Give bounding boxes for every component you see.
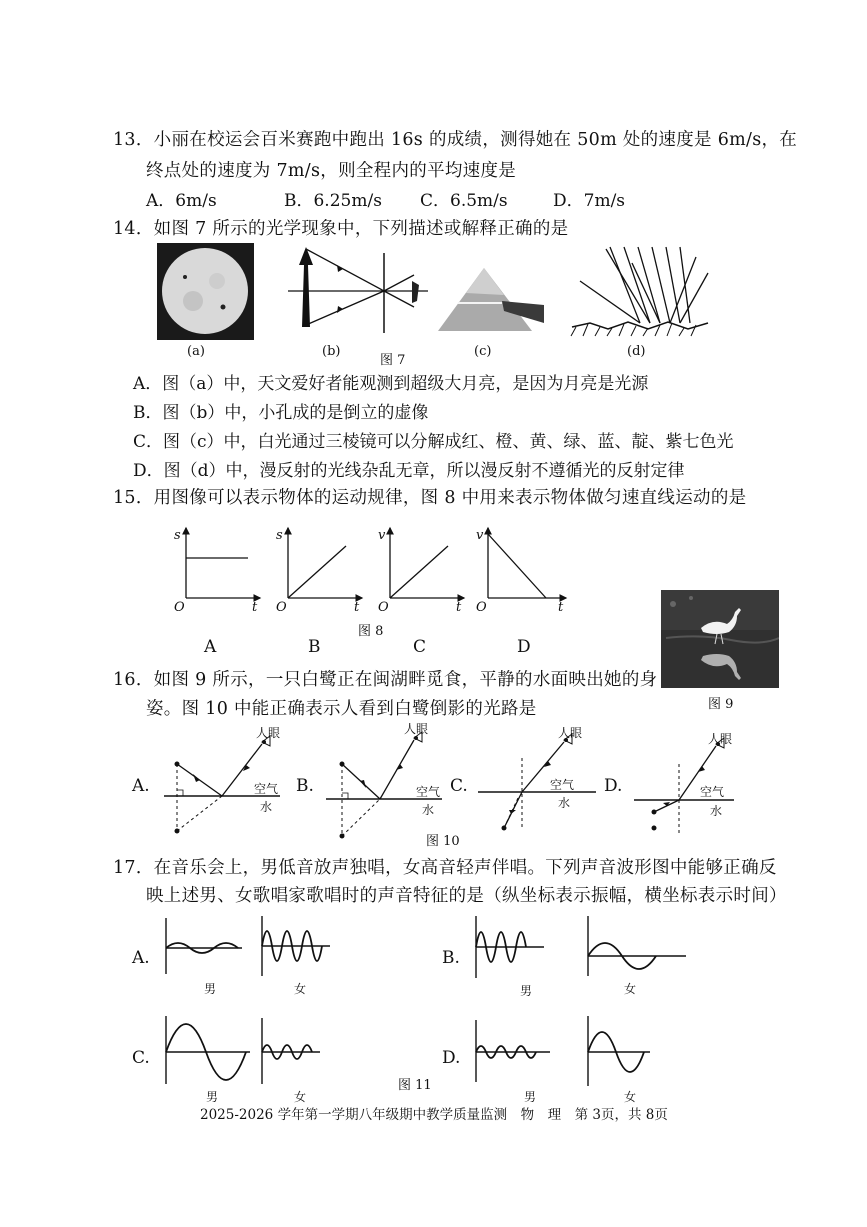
diffuse-reflection-diagram [570, 243, 710, 338]
fig11-a-female-label: 女 [294, 982, 307, 996]
graph-d [488, 528, 566, 598]
moon-image [157, 243, 254, 340]
graph-a-y-label: s [174, 528, 181, 543]
fig10-a-air-label: 空气 [254, 782, 279, 796]
fig10-option-b: B. [296, 776, 314, 796]
fig11-b-female-label: 女 [624, 982, 637, 996]
fig7-sublabel-a: (a) [187, 344, 205, 359]
moon-photo [157, 243, 254, 340]
graph-a-x-label: t [252, 600, 258, 615]
graph-d-origin: O [476, 600, 487, 615]
q14-option-d: D．图（d）中，漫反射的光线杂乱无章，所以漫反射不遵循光的反射定律 [133, 461, 685, 481]
fig11-option-d: D. [442, 1048, 461, 1068]
fig10-a-eye-label: 人眼 [256, 726, 281, 740]
fig10-a-water-label: 水 [260, 800, 273, 814]
fig10-light-paths [130, 724, 750, 844]
fig11-b-male-label: 男 [520, 984, 533, 998]
graph-a-origin: O [174, 600, 185, 615]
fig10-option-d: D. [604, 776, 623, 796]
egret-photo [661, 590, 779, 688]
fig11-c-male-label: 男 [206, 1090, 219, 1104]
graph-c-y-label: v [378, 528, 386, 543]
q13-stem-line1: 13．小丽在校运会百米赛跑中跑出 16s 的成绩，测得她在 50m 处的速度是 6m/s，在 [113, 130, 798, 150]
q14-option-a: A．图（a）中，天文爱好者能观测到超级大月亮，是因为月亮是光源 [133, 374, 649, 394]
graph-b-label: B [308, 637, 321, 657]
pinhole-diagram [288, 243, 433, 338]
q16-stem-line2: 姿。图 10 中能正确表示人看到白鹭倒影的光路是 [146, 699, 537, 719]
fig11-d-female-label: 女 [624, 1090, 637, 1104]
q13-option-a: A．6m/s [146, 191, 217, 211]
graph-c-label: C [413, 637, 427, 657]
path-diagram-c [478, 734, 596, 831]
fig11-option-c: C. [132, 1048, 150, 1068]
fig11-option-b: B. [442, 948, 460, 968]
q15-stem: 15．用图像可以表示物体的运动规律，图 8 中用来表示物体做匀速直线运动的是 [113, 488, 747, 508]
fig9-caption: 图 9 [708, 697, 734, 712]
fig10-d-air-label: 空气 [700, 785, 725, 799]
graph-a-label: A [204, 637, 217, 657]
page-footer: 2025-2026 学年第一学期八年级期中教学质量监测 物 理 第 3页，共 8页 [200, 1107, 668, 1123]
fig10-b-water-label: 水 [422, 803, 435, 817]
fig11-a-male-label: 男 [204, 982, 217, 996]
q13-option-c: C．6.5m/s [420, 191, 508, 211]
q13-option-b: B．6.25m/s [284, 191, 382, 211]
graph-b-origin: O [276, 600, 287, 615]
fig7-sublabel-b: (b) [322, 344, 341, 359]
fig10-b-air-label: 空气 [416, 785, 441, 799]
fig11-option-a: A. [132, 948, 150, 968]
q16-stem-line1: 16．如图 9 所示，一只白鹭正在闽湖畔觅食，平静的水面映出她的身 [113, 670, 658, 690]
fig10-c-water-label: 水 [558, 796, 571, 810]
fig11-c-female-label: 女 [294, 1090, 307, 1104]
fig7-sublabel-d: (d) [627, 344, 646, 359]
graph-c-origin: O [378, 600, 389, 615]
q13-option-d: D．7m/s [553, 191, 626, 211]
graph-c-x-label: t [456, 600, 462, 615]
graph-d-label: D [517, 637, 531, 657]
fig11-d-male-label: 男 [524, 1090, 537, 1104]
q14-stem: 14．如图 7 所示的光学现象中，下列描述或解释正确的是 [113, 219, 569, 239]
fig8-motion-graphs [168, 520, 588, 620]
fig10-caption: 图 10 [426, 834, 460, 849]
fig10-b-eye-label: 人眼 [404, 722, 429, 736]
fig10-option-c: C. [450, 776, 468, 796]
fig10-c-air-label: 空气 [550, 778, 575, 792]
fig10-c-eye-label: 人眼 [558, 726, 583, 740]
q14-option-b: B．图（b）中，小孔成的是倒立的虚像 [133, 403, 429, 423]
q17-stem-line1: 17．在音乐会上，男低音放声独唱，女高音轻声伴唱。下列声音波形图中能够正确反 [113, 858, 777, 878]
fig10-d-eye-label: 人眼 [708, 732, 733, 746]
fig7-sublabel-c: (c) [474, 344, 492, 359]
graph-b-x-label: t [354, 600, 360, 615]
fig10-d-water-label: 水 [710, 804, 723, 818]
fig7-caption: 图 7 [380, 353, 406, 368]
graph-a [186, 528, 260, 598]
fig10-option-a: A. [132, 776, 150, 796]
graph-d-y-label: v [476, 528, 484, 543]
prism-diagram [436, 265, 546, 335]
graph-b [288, 528, 362, 598]
graph-c [390, 528, 464, 598]
q14-option-c: C．图（c）中，白光通过三棱镜可以分解成红、橙、黄、绿、蓝、靛、紫七色光 [133, 432, 734, 452]
fig8-caption: 图 8 [358, 624, 384, 639]
fig11-caption: 图 11 [398, 1078, 432, 1093]
q17-stem-line2: 映上述男、女歌唱家歌唱时的声音特征的是（纵坐标表示振幅，横坐标表示时间） [146, 886, 787, 906]
graph-d-x-label: t [558, 600, 564, 615]
graph-b-y-label: s [276, 528, 283, 543]
q13-stem-line2: 终点处的速度为 7m/s，则全程内的平均速度是 [146, 161, 517, 181]
